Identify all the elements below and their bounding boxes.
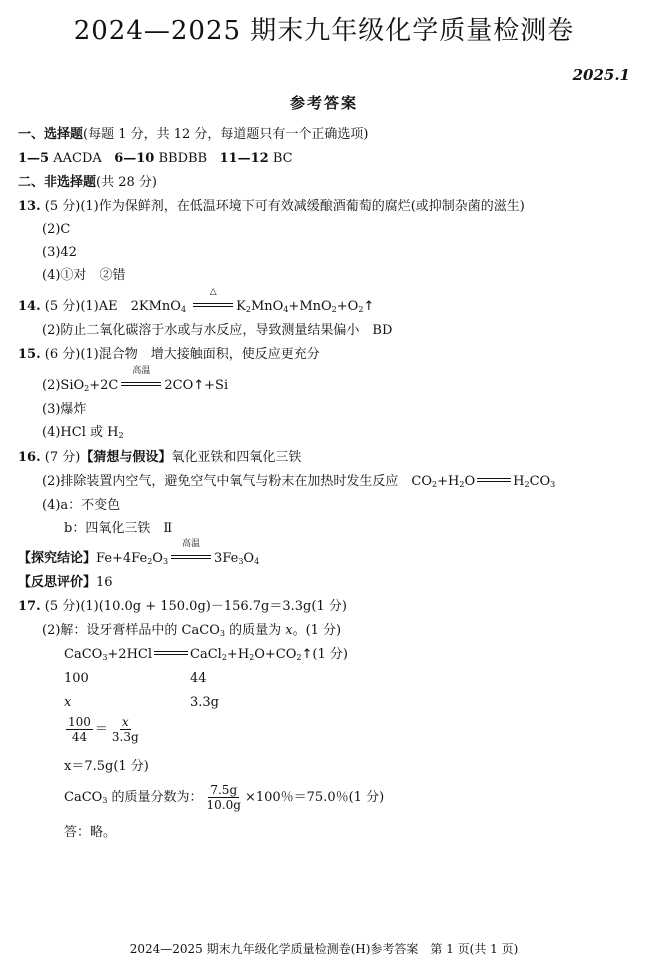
gas-arrow-icon: ↑: [193, 378, 205, 393]
mc-answer-3: BC: [272, 151, 293, 166]
q13-answer-3: (3)42: [42, 245, 77, 260]
q17-setup-var: x: [285, 623, 293, 638]
q17-setup-b: 的质量为: [224, 623, 286, 638]
q13-answer-1: (5 分)(1)作为保鲜剂，在低温环境下可有效减缓酿酒葡萄的腐烂(或抑制杂菌的滋生): [44, 199, 525, 214]
q14-equation-left: (5 分)(1)AE 2KMnO: [44, 299, 181, 314]
q17-setup-c: 。(1 分): [292, 623, 342, 638]
q16-score: (7 分): [44, 450, 81, 465]
high-temp-condition: [118, 366, 164, 395]
q16-eq-c: O: [464, 474, 476, 489]
q16-eq-e: CO: [529, 474, 551, 489]
equals-sign: [154, 651, 188, 655]
equals-sign: [477, 478, 511, 482]
heat-symbol: △: [209, 287, 217, 297]
exam-date: 2025.1: [572, 66, 630, 84]
q17-eq-c: CaCl: [190, 647, 222, 662]
q14-product-1: K: [236, 299, 246, 314]
q17-equation: CaCO$_3$+2HCl $CaCl_2+H_2O+CO_2↑(1$ 分): [64, 647, 348, 662]
mc-range-2: 6—10: [114, 151, 155, 166]
q15-eq-product-2: +Si: [204, 378, 229, 393]
high-temp-condition: [168, 539, 214, 568]
q13-answer-2: (2)C: [42, 222, 71, 237]
q15-answer-4: (4)HCl 或 $H_2$: [42, 425, 124, 440]
q17-number: 17.: [18, 599, 41, 614]
q15-eq-reactant-1: (2)SiO: [42, 378, 85, 393]
fraction-3: [205, 783, 243, 812]
gas-arrow-icon: ↑: [301, 647, 313, 662]
q16-conclusion-eq-right: 3Fe: [214, 551, 239, 566]
page-footer: 2024—2025 期末九年级化学质量检测卷(H)参考答案 第 1 页(共 1 页): [129, 942, 519, 956]
q16-hypothesis-label: 【猜想与假设】: [80, 450, 172, 465]
mc-answer-2: BBDBB: [158, 151, 208, 166]
high-temp-label: 高温: [182, 539, 201, 549]
q17-eq-a: CaCO: [64, 647, 103, 662]
q14-product-1b: MnO: [250, 299, 284, 314]
heat-condition: [190, 287, 236, 316]
mc-range-3: 11—12: [219, 151, 269, 166]
q16-answer-3: (4)a：不变色: [42, 498, 121, 513]
q16-conclusion-eq-right2: O: [243, 551, 255, 566]
q16-evaluation-value: 16: [96, 575, 113, 590]
fraction-3-denominator: 10.0g: [206, 798, 241, 812]
q17-answer-1: (5 分)(1)(10.0g + 150.0g)－156.7g＝3.3g(1 分): [44, 599, 347, 614]
section-2-heading: [18, 174, 157, 192]
q17-result: x＝7.5g(1 分): [64, 759, 149, 774]
q16-answer-4: b：四氧化三铁 Ⅱ: [64, 521, 173, 536]
q16-number: 16.: [18, 450, 41, 465]
q14-product-2: +MnO: [288, 299, 332, 314]
q16-line-1: [18, 449, 301, 467]
q15-line-1: [18, 346, 320, 364]
q17-mass-1: 100: [64, 671, 89, 686]
q15-answer-1: (6 分)(1)混合物 增大接触面积，使反应更充分: [44, 347, 320, 362]
q13-number: 13.: [18, 199, 41, 214]
q17-eq-d: +H: [226, 647, 250, 662]
high-temp-label: 高温: [132, 366, 151, 376]
fraction-3-numerator: 7.5g: [210, 783, 238, 797]
fraction-2-denominator: 3.3g: [111, 730, 139, 744]
q15-eq-reactant-2: +2C: [89, 378, 119, 393]
q16-conclusion-label: 【探究结论】: [18, 551, 97, 566]
mc-answer-1: AACDA: [53, 151, 102, 166]
q13-answer-4: (4)①对 ②错: [42, 268, 126, 283]
q16-evaluation-label: 【反思评价】: [18, 575, 97, 590]
q17-mass-mid: 的质量分数为：: [107, 790, 203, 805]
q13-line-1: [18, 198, 525, 216]
page-subtitle: 参考答案: [289, 94, 358, 112]
q17-eq-score: (1 分): [312, 647, 348, 662]
q15-answer-3: (3)爆炸: [42, 402, 87, 417]
q16-answer-2-text: (2)排除装置内空气，避免空气中氧气与粉末在加热时发生反应 CO: [42, 474, 433, 489]
fraction-1-denominator: 44: [71, 730, 88, 744]
fraction-1: [66, 715, 93, 744]
gas-arrow-icon: ↑: [363, 299, 375, 314]
q15-eq-product-1: 2CO: [164, 378, 194, 393]
q15-answer-4-text: (4)HCl 或 H: [42, 425, 119, 440]
q14-line-1: 14. (5 分)(1)AE 2KMnO$_4$ △ $K_2MnO_4+MnO_2+O_2↑$: [18, 287, 375, 314]
q16-eq-b: +H: [437, 474, 460, 489]
q17-mass-post: ×100％＝75.0％(1 分): [244, 790, 385, 805]
mc-range-1: 1—5: [18, 151, 50, 166]
q16-evaluation: [18, 574, 113, 592]
q17-final-answer: 答：略。: [64, 825, 117, 840]
q17-setup: (2)解：设牙膏样品中的 CaCO: [42, 623, 220, 638]
q16-conclusion-eq-left: Fe+4Fe: [96, 551, 148, 566]
q17-mass-pre: CaCO: [64, 790, 103, 805]
fraction-2-numerator: x: [121, 715, 129, 729]
q14-product-3: +O: [336, 299, 359, 314]
q17-answer-2: (2)解：设牙膏样品中的 CaCO$_3$ 的质量为 x。(1 分): [42, 623, 342, 638]
q16-hypothesis: 氧化亚铁和四氧化三铁: [171, 450, 302, 465]
q17-proportion: $\frac{100}{44}$ ＝ $\frac{x}{3.3g}$: [68, 715, 139, 744]
q17-eq-b: +2HCl: [107, 647, 153, 662]
q16-conclusion: 【探究结论】$Fe+4Fe_2O_3$ 高温 $3Fe_3O_4$: [18, 539, 260, 566]
q16-answer-2: (2)排除装置内空气，避免空气中氧气与粉末在加热时发生反应 $CO_2+H_2O$ $H_2CO_3$: [42, 474, 556, 489]
section-2-title: 二、非选择题: [18, 175, 97, 190]
mc-answers: [18, 150, 293, 168]
fraction-2: [110, 715, 141, 744]
q17-mass-fraction: CaCO$_3$ 的质量分数为： $\frac{7.5g}{10.0g}$ ×100％＝75.0％(1 分): [64, 783, 385, 812]
q16-conclusion-eq-mid: O: [152, 551, 163, 566]
q16-eq-d: H: [513, 474, 525, 489]
q15-number: 15.: [18, 347, 41, 362]
q14-answer-2: (2)防止二氧化碳溶于水或与水反应，导致测量结果偏小 BD: [42, 323, 393, 338]
q15-equation: (2)SiO$_2$+2C 高温 2CO↑+Si: [42, 366, 229, 393]
q17-var-1: x: [64, 695, 72, 710]
q17-eq-e: O+CO: [254, 647, 297, 662]
page-title: 2024—2025 期末九年级化学质量检测卷: [73, 16, 575, 46]
q17-line-1: [18, 598, 347, 616]
fraction-1-numerator: 100: [68, 715, 91, 729]
section-1-note: (每题 1 分，共 12 分，每道题只有一个正确选项): [83, 127, 369, 142]
section-1-title: 一、选择题: [18, 127, 84, 142]
section-2-note: (共 28 分): [96, 175, 157, 190]
q17-var-2: 3.3g: [190, 695, 219, 710]
q14-number: 14.: [18, 299, 41, 314]
q17-mass-2: 44: [190, 671, 207, 686]
section-1-heading: [18, 126, 369, 144]
